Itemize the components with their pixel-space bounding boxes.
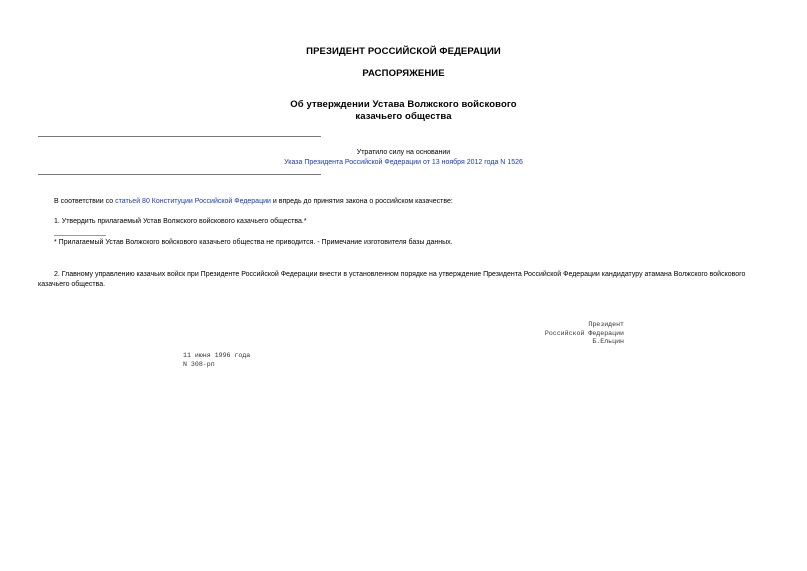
document-type: РАСПОРЯЖЕНИЕ — [362, 68, 445, 79]
dateline — [183, 352, 250, 369]
status-divider — [38, 174, 321, 175]
item-1: 1. Утвердить прилагаемый Устав Волжского войскового казачьего общества.* — [54, 218, 307, 225]
intro-text-after: и впредь до принятия закона о российском казачестве: — [270, 198, 453, 205]
document-title — [0, 99, 807, 123]
status-note: Утратило силу на основании — [356, 149, 451, 156]
footnote-divider — [54, 235, 106, 236]
signature-country: Российской Федерации — [544, 329, 624, 337]
top-divider — [38, 136, 321, 137]
item-2-line2: казачьего общества. — [38, 281, 106, 288]
item-2-line1: 2. Главному управлению казачьих войск при Президенте Российской Федерации внести в установленном порядке на утверждение Президента Российской Федерации кандидатуру атамана Волжского войскового — [54, 271, 746, 278]
document-number: N 308-рп — [183, 360, 215, 368]
footnote: * Прилагаемый Устав Волжского войскового казачьего общества не приводится. - Примечание изготовителя базы данных. — [54, 239, 453, 246]
intro-paragraph — [54, 197, 453, 206]
status-note-container — [0, 158, 807, 167]
signature-block — [545, 321, 624, 347]
intro-text-before: В соответствии со — [54, 198, 116, 205]
document-authority: ПРЕЗИДЕНТ РОССИЙСКОЙ ФЕДЕРАЦИИ — [306, 46, 501, 57]
document-title-line2: казачьего общества — [355, 111, 452, 122]
document-date: 11 июня 1996 года — [183, 352, 251, 359]
constitution-article-link[interactable]: статьей 80 Конституции Российской Федерации — [115, 198, 271, 205]
signature-title: Президент — [588, 321, 624, 328]
repeal-decree-link[interactable]: Указа Президента Российской Федерации от 13 ноября 2012 года N 1526 — [284, 159, 523, 166]
document-title-line1: Об утверждении Устава Волжского войскового — [290, 99, 517, 110]
signature-name: Б.Ельцин — [592, 338, 624, 345]
